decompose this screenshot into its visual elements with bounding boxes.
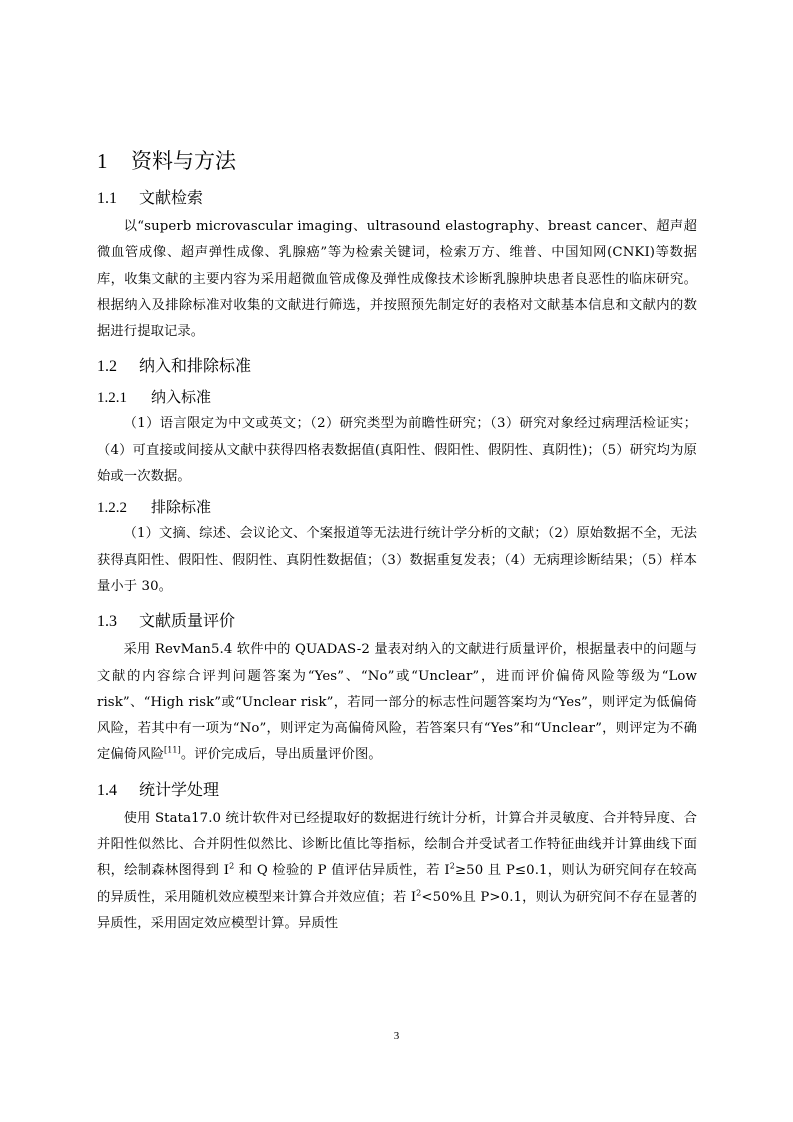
page-body bbox=[97, 145, 697, 937]
subsection-title: 文献检索 bbox=[139, 188, 204, 207]
subsection-number: 1.3 bbox=[97, 613, 117, 631]
paragraph-quality-assessment bbox=[97, 637, 697, 768]
text-run: <50%且 P>0.1，则认为研究间不存在显著的异质性，采用固定效应模型计算。异质性 bbox=[97, 889, 697, 931]
subsection-heading-1-2-2 bbox=[97, 495, 697, 520]
subsection-title: 排除标准 bbox=[151, 498, 212, 517]
paragraph-exclusion-criteria: （1）文摘、综述、会议论文、个案报道等无法进行统计学分析的文献；（2）原始数据不全，无法获得真阳性、假阳性、假阴性、真阴性数据值；（3）数据重复发表；（4）无病理诊断结果；（5）样本量小于 30。 bbox=[97, 526, 697, 594]
citation-reference: [11] bbox=[163, 746, 181, 756]
subsection-number: 1.2 bbox=[97, 358, 117, 376]
superscript: 2 bbox=[449, 861, 455, 871]
subsection-title: 纳入标准 bbox=[151, 388, 212, 407]
subsection-number: 1.2.1 bbox=[97, 390, 127, 407]
text-run: ≥50 且 P≤0.1，则认为研究间存在较高的异质性，采用随机效应模型来计算合并效应值；若 I bbox=[97, 863, 697, 905]
section-title: 资料与方法 bbox=[131, 149, 236, 173]
text-run: 使用 Stata17.0 统计软件对已经提取好的数据进行统计分析，计算合并灵敏度、合并特异度、合并阳性似然比、合并阴性似然比、诊断比值比等指标，绘制合并受试者工作特征曲线并计算曲线下面积，绘制森林图得到 I bbox=[97, 810, 697, 879]
text-run: 采用 RevMan5.4 软件中的 QUADAS-2 量表对纳入的文献进行质量评价，根据量表中的问题与文献的内容综合评判问题答案为“Yes”、“No”或“Unclear”，进而评价偏倚风险等级为“Low risk”、“High risk”或“Unclear risk”，若同一部分的标志性问题答案均为“Yes”，则评定为低偏倚风险，若其中有一项为“No”，则评定为高偏倚风险，若答案只有“Yes”和“Unclear”，则评定为不确定偏倚风险 bbox=[97, 642, 697, 763]
paragraph-literature-search: 以“superb microvascular imaging、ultrasound elastography、breast cancer、超声超微血管成像、超声弹性成像、乳腺癌”等为检索关键词，检索万方、维普、中国知网(CNKI)等数据库，收集文献的主要内容为采用超微血管成像及弹性成像技术诊断乳腺肿块患者良恶性的临床研究。根据纳入及排除标准对收集的文献进行筛选，并按照预先制定好的表格对文献基本信息和文献内的数据进行提取记录。 bbox=[97, 219, 697, 340]
subsection-heading-1-2 bbox=[97, 353, 697, 380]
subsection-title: 纳入和排除标准 bbox=[139, 356, 252, 376]
page-number: 3 bbox=[393, 1030, 400, 1042]
section-heading-1 bbox=[97, 145, 697, 177]
section-number: 1 bbox=[97, 149, 108, 173]
subsection-heading-1-2-1 bbox=[97, 385, 697, 410]
subsection-heading-1-1 bbox=[97, 185, 697, 212]
superscript: 2 bbox=[229, 861, 235, 871]
subsection-number: 1.2.2 bbox=[97, 500, 127, 517]
subsection-title: 文献质量评价 bbox=[139, 611, 236, 631]
superscript: 2 bbox=[416, 888, 422, 898]
paragraph-inclusion-criteria: （1）语言限定为中文或英文；（2）研究类型为前瞻性研究；（3）研究对象经过病理活检证实；（4）可直接或间接从文献中获得四格表数据值(真阳性、假阳性、假阴性、真阴性)；（5）研究均为原始或一次数据。 bbox=[97, 416, 697, 485]
subsection-heading-1-3 bbox=[97, 608, 697, 635]
text-run: 。评价完成后，导出质量评价图。 bbox=[180, 747, 382, 763]
subsection-number: 1.1 bbox=[97, 190, 117, 207]
subsection-number: 1.4 bbox=[97, 781, 117, 799]
paragraph-statistical-analysis bbox=[97, 806, 697, 937]
text-run: 和 Q 检验的 P 值评估异质性，若 I bbox=[234, 863, 450, 879]
subsection-heading-1-4 bbox=[97, 777, 697, 804]
subsection-title: 统计学处理 bbox=[139, 779, 220, 799]
